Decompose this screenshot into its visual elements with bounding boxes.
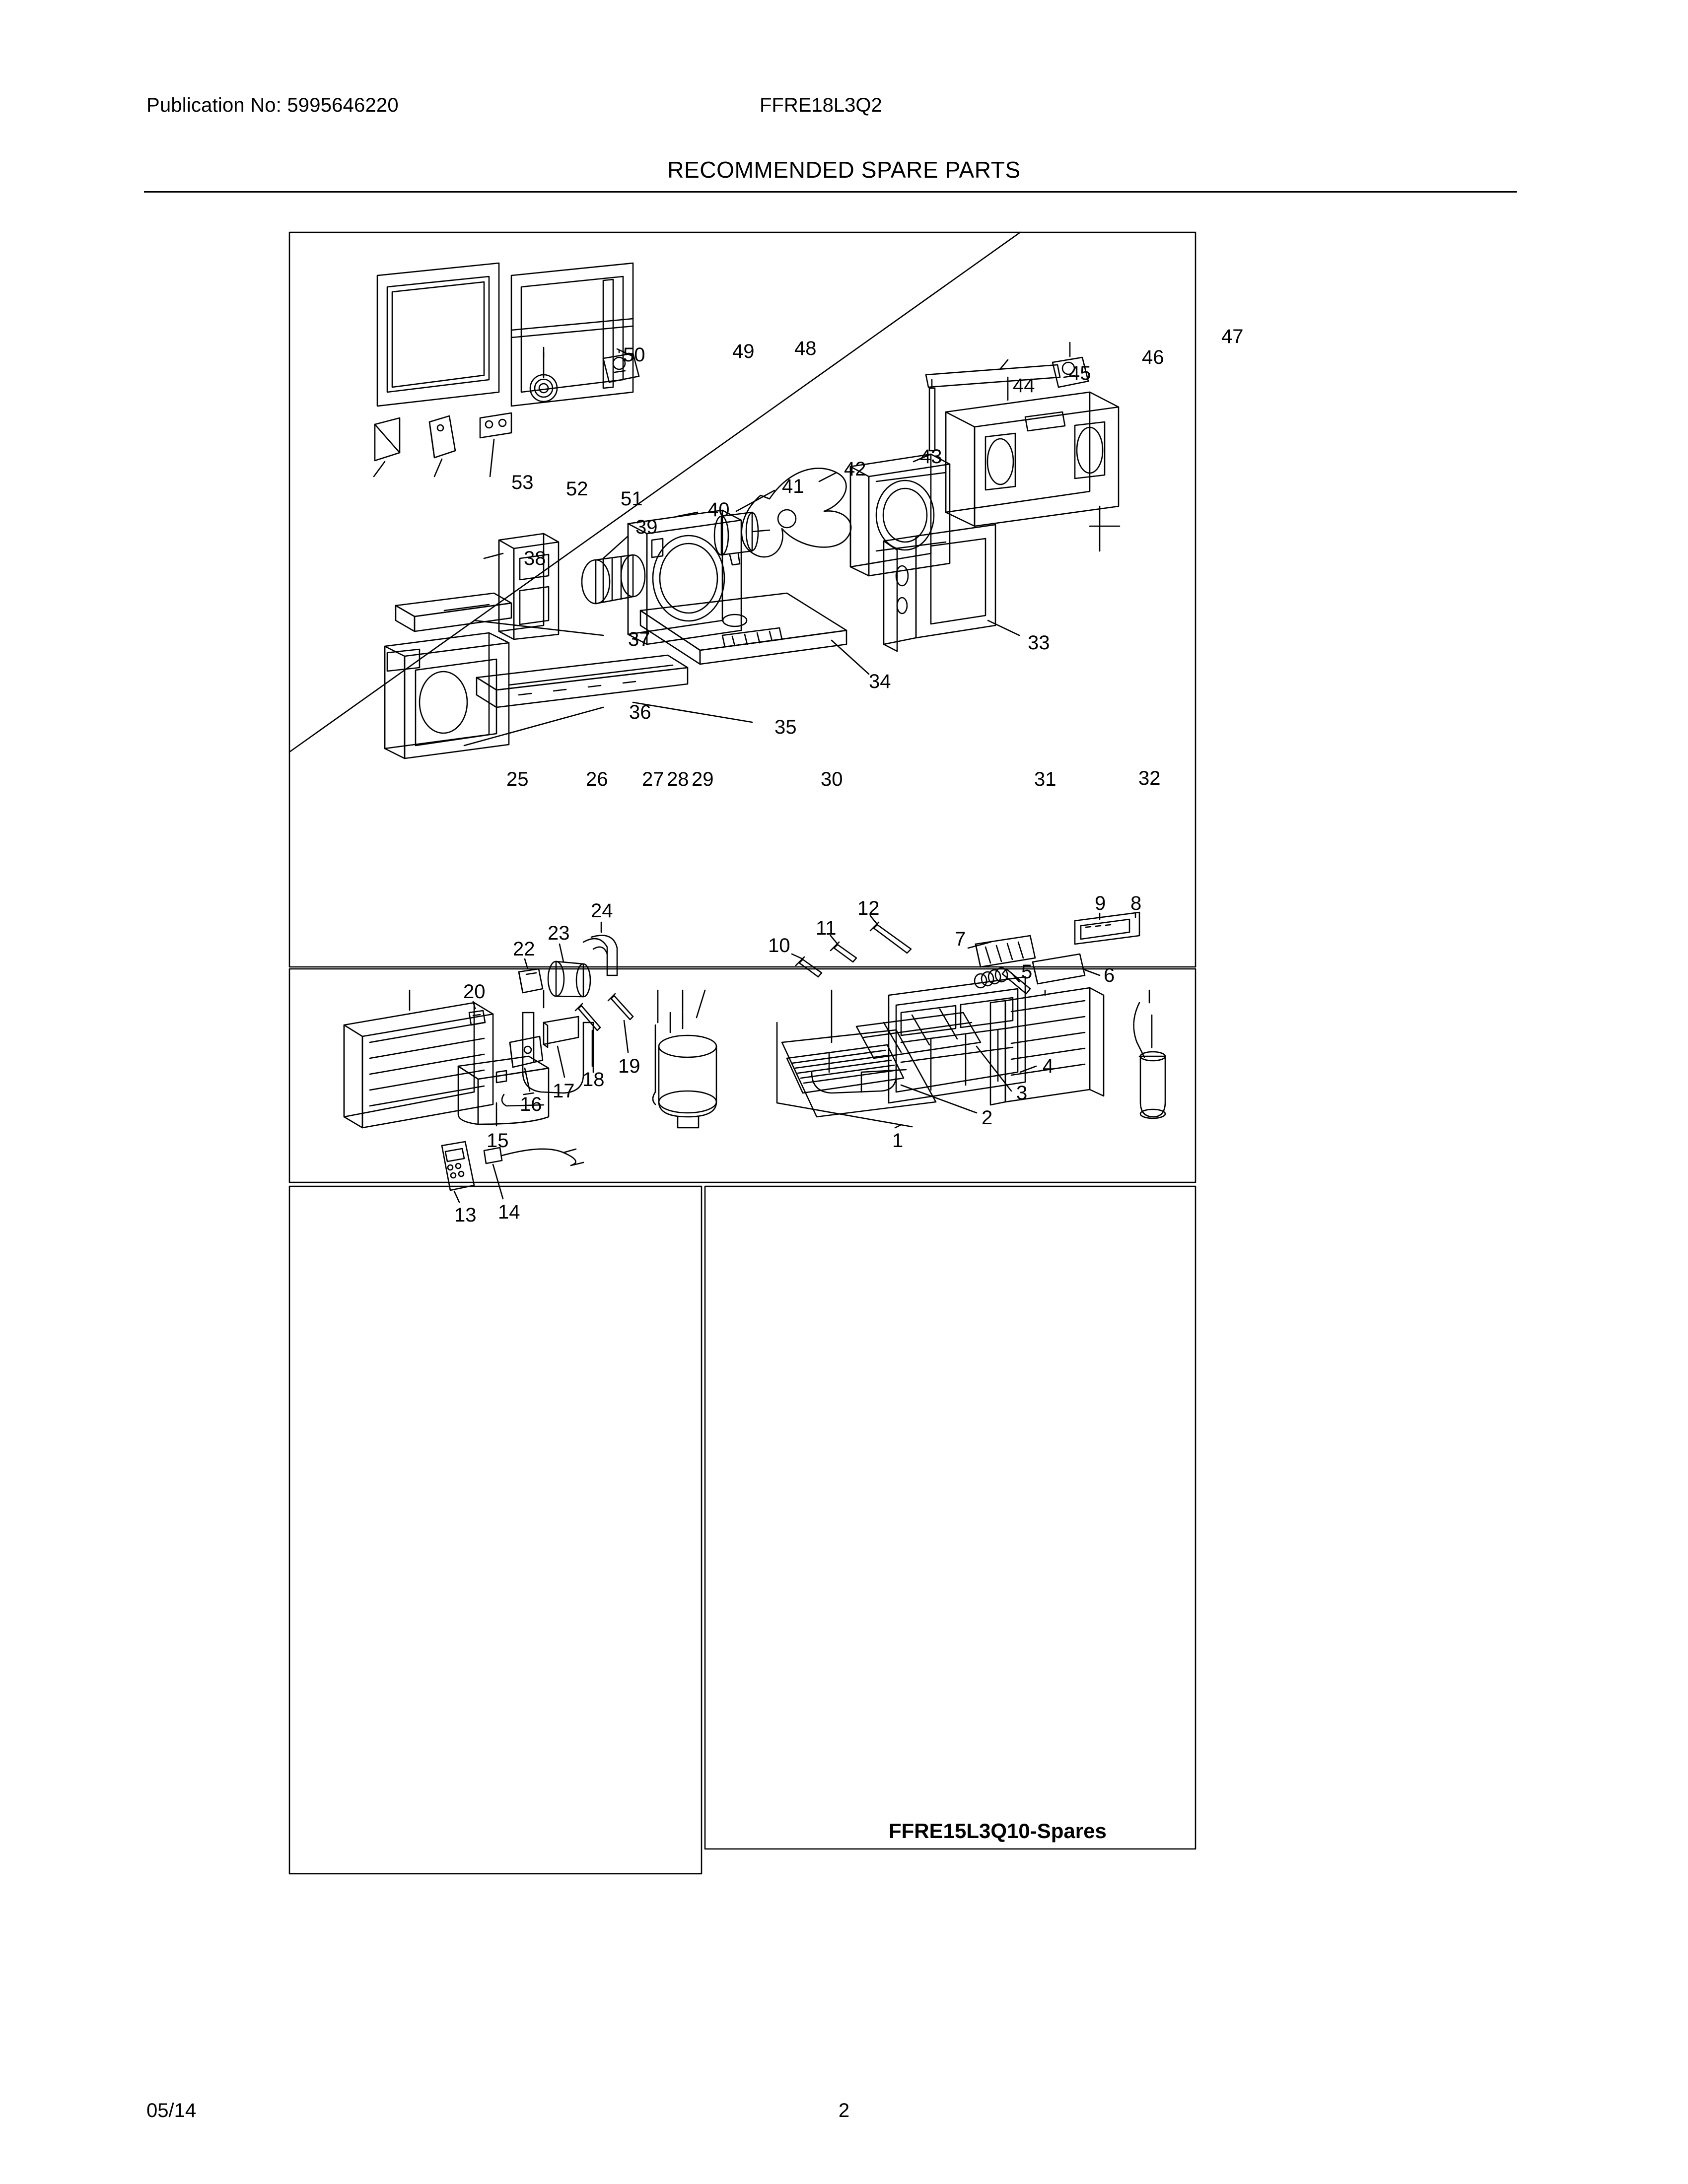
diagram-artwork	[285, 228, 1375, 1876]
callout-12: 12	[857, 897, 880, 919]
document-header	[0, 94, 1688, 124]
footer-page-number: 2	[838, 2100, 850, 2121]
callout-46: 46	[1142, 346, 1164, 368]
callout-18: 18	[582, 1069, 605, 1091]
spares-model-label: FFRE15L3Q10-Spares	[889, 1819, 1107, 1843]
publication-number: Publication No: 5995646220	[146, 94, 399, 116]
callout-16: 16	[520, 1093, 542, 1115]
callout-34: 34	[869, 671, 891, 692]
callout-47: 47	[1221, 326, 1244, 347]
callout-33: 33	[1028, 632, 1050, 654]
callout-15: 15	[487, 1130, 509, 1152]
callout-32: 32	[1138, 767, 1161, 789]
callout-43: 43	[920, 446, 942, 468]
callout-23: 23	[548, 922, 570, 944]
title-divider	[144, 191, 1517, 193]
callout-8: 8	[1130, 892, 1142, 914]
callout-20: 20	[463, 981, 486, 1003]
callout-24: 24	[591, 900, 613, 922]
callout-50: 50	[623, 344, 645, 366]
callout-25: 25	[506, 768, 529, 790]
model-number: FFRE18L3Q2	[760, 94, 882, 116]
callout-41: 41	[782, 476, 804, 497]
callout-37: 37	[628, 628, 650, 650]
callout-9: 9	[1095, 892, 1106, 914]
callout-49: 49	[732, 341, 755, 362]
page-title: RECOMMENDED SPARE PARTS	[667, 157, 1021, 183]
callout-2: 2	[982, 1107, 993, 1129]
callout-19: 19	[618, 1055, 640, 1077]
callout-51: 51	[621, 488, 643, 510]
callout-17: 17	[553, 1080, 575, 1102]
callout-14: 14	[498, 1201, 520, 1223]
callout-13: 13	[454, 1204, 477, 1226]
callout-1: 1	[892, 1130, 904, 1152]
callout-53: 53	[511, 472, 534, 493]
callout-22: 22	[513, 938, 535, 960]
callout-27: 27	[642, 768, 664, 790]
callout-36: 36	[629, 701, 651, 723]
parts-diagram	[285, 228, 1375, 1876]
callout-10: 10	[768, 935, 790, 956]
callout-40: 40	[707, 499, 730, 521]
callout-5: 5	[1021, 961, 1033, 983]
callout-35: 35	[774, 716, 797, 738]
callout-29: 29	[692, 768, 714, 790]
callout-11: 11	[816, 917, 837, 939]
callout-39: 39	[635, 516, 658, 538]
callout-38: 38	[524, 547, 546, 569]
callout-44: 44	[1013, 375, 1035, 397]
callout-28: 28	[667, 768, 689, 790]
callout-52: 52	[566, 478, 588, 500]
callout-42: 42	[844, 458, 866, 480]
callout-30: 30	[821, 768, 843, 790]
callout-7: 7	[955, 928, 966, 950]
callout-31: 31	[1034, 768, 1056, 790]
callout-3: 3	[1016, 1082, 1028, 1104]
callout-4: 4	[1043, 1055, 1054, 1077]
callout-48: 48	[794, 338, 817, 359]
callout-6: 6	[1104, 964, 1115, 986]
callout-26: 26	[586, 768, 608, 790]
footer-date: 05/14	[146, 2100, 197, 2121]
callout-45: 45	[1069, 362, 1091, 384]
